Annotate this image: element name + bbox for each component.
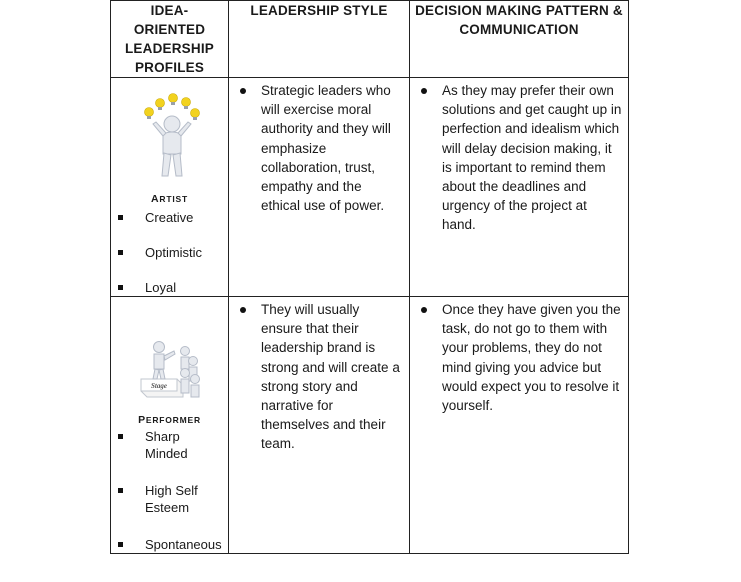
list-item: High Self Esteem xyxy=(111,482,205,516)
style-text-performer: They will usually ensure that their leadership brand is strong and will create a strong story and narrative for themselves and their team. xyxy=(229,297,409,454)
profile-name-artist: ARTIST xyxy=(151,193,188,205)
lightbulb-juggler-figure-icon xyxy=(111,78,228,191)
style-cell-performer xyxy=(229,297,410,554)
list-item: Optimistic xyxy=(111,244,228,261)
header-profiles: IDEA-ORIENTED LEADERSHIP PROFILES xyxy=(111,1,229,78)
leadership-profiles-table xyxy=(110,0,629,554)
list-item: Loyal xyxy=(111,279,228,296)
list-item: Sharp Minded xyxy=(111,428,205,462)
header-leadership-style: LEADERSHIP STYLE xyxy=(229,1,410,78)
stage-label: Stage xyxy=(151,382,167,390)
profile-name-performer: PERFORMER xyxy=(138,414,201,426)
header-row xyxy=(111,1,629,78)
style-cell-artist xyxy=(229,78,410,297)
decision-text-artist: As they may prefer their own solutions and get caught up in perfection and idealism which will delay decision making, it is important to remind them about the deadlines and urgency of the project at hand. xyxy=(410,78,628,235)
traits-list-performer xyxy=(111,428,228,553)
decision-cell-artist xyxy=(410,78,629,297)
style-text-artist: Strategic leaders who will exercise moral authority and they will emphasize collaboration, trust, empathy and the ethical use of power. xyxy=(229,78,409,215)
profile-cell-performer xyxy=(111,297,229,554)
profile-cell-artist xyxy=(111,78,229,297)
decision-cell-performer xyxy=(410,297,629,554)
table-row-performer xyxy=(111,297,629,554)
traits-list-artist xyxy=(111,209,228,296)
header-decision-making: DECISION MAKING PATTERN & COMMUNICATION xyxy=(410,1,629,78)
stage-performer-figure-icon xyxy=(111,297,228,412)
table-row-artist xyxy=(111,78,629,297)
list-item: Creative xyxy=(111,209,228,226)
decision-text-performer: Once they have given you the task, do not go to them with your problems, they do not mind giving you advice but would expect you to resolve it yourself. xyxy=(410,297,628,415)
list-item: Spontaneous xyxy=(111,536,228,553)
